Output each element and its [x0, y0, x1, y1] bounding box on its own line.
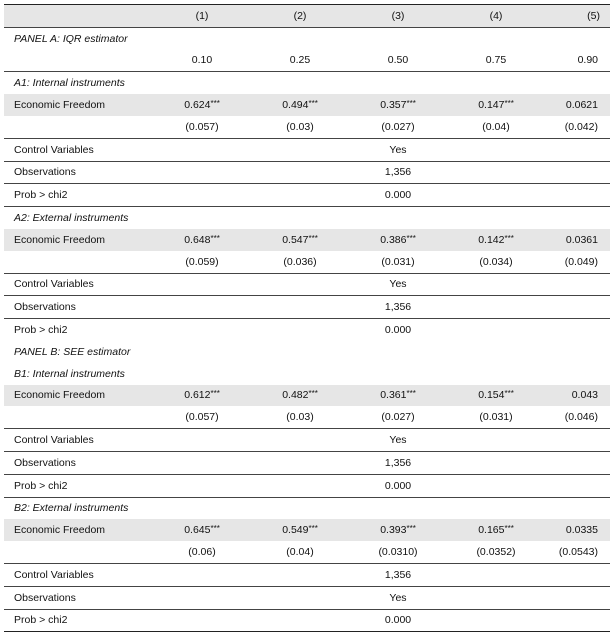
significance-stars: ***	[308, 233, 318, 243]
coef-cell	[156, 94, 248, 116]
row-label: Prob > chi2	[4, 609, 156, 632]
se-value: (0.04)	[444, 116, 548, 138]
row-label: Observations	[4, 296, 156, 319]
coef-value: 0.648	[184, 233, 211, 246]
header-blank-cell	[4, 5, 156, 28]
coef-value: 0.386	[380, 233, 407, 246]
significance-stars: ***	[210, 233, 220, 243]
se-value: (0.03)	[248, 116, 352, 138]
row-label: Control Variables	[4, 138, 156, 161]
obs-value: Yes	[352, 586, 444, 609]
prob-value: 0.000	[352, 609, 444, 632]
coef-value: 0.547	[282, 233, 309, 246]
coef-value: 0.624	[184, 99, 211, 112]
coef-cell	[248, 519, 352, 541]
coef-value: 0.142	[478, 233, 505, 246]
quantile-value: 0.10	[156, 50, 248, 72]
se-value: (0.057)	[156, 116, 248, 138]
significance-stars: ***	[210, 99, 220, 109]
coef-value: 0.0361	[565, 233, 598, 246]
prob-value: 0.000	[384, 324, 412, 337]
se-value: (0.057)	[156, 406, 248, 428]
b2-se-row	[4, 541, 610, 563]
significance-stars: ***	[308, 389, 318, 399]
a1-title: A1: Internal instruments	[14, 77, 125, 90]
b1-control-row	[4, 429, 610, 452]
obs-value: 1,356	[352, 451, 444, 474]
coef-cell	[248, 229, 352, 251]
row-label: Economic Freedom	[4, 519, 156, 541]
coef-cell	[444, 519, 548, 541]
row-label: Prob > chi2	[14, 324, 68, 337]
a2-title-row	[4, 207, 610, 229]
se-value: (0.036)	[248, 251, 352, 273]
coef-cell	[352, 385, 444, 407]
coef-cell	[248, 94, 352, 116]
row-label: Prob > chi2	[4, 184, 156, 207]
regression-results-table	[4, 4, 610, 632]
row-label: Control Variables	[4, 563, 156, 586]
quantile-value: 0.90	[548, 50, 610, 72]
panel-b-title: PANEL B: SEE estimator	[14, 345, 131, 358]
a1-coef-row	[4, 94, 610, 116]
a2-control-row	[4, 273, 610, 296]
column-header: (4)	[444, 5, 548, 28]
control-value: Yes	[352, 138, 444, 161]
significance-stars: ***	[504, 99, 514, 109]
coef-cell	[444, 385, 548, 407]
b1-obs-row	[4, 451, 610, 474]
row-label: Prob > chi2	[4, 474, 156, 497]
se-blank-cell	[4, 541, 156, 563]
panel-a-title-row	[4, 27, 610, 49]
a2-prob-row	[4, 319, 610, 341]
significance-stars: ***	[308, 524, 318, 534]
coef-value: 0.393	[380, 524, 407, 537]
significance-stars: ***	[406, 99, 416, 109]
se-value: (0.046)	[548, 406, 610, 428]
coef-cell	[352, 229, 444, 251]
significance-stars: ***	[504, 524, 514, 534]
row-label: Observations	[4, 161, 156, 184]
coef-value: 0.357	[380, 99, 407, 112]
se-blank-cell	[4, 406, 156, 428]
coef-value: 0.645	[184, 524, 211, 537]
coef-value: 0.0621	[565, 99, 598, 112]
significance-stars: ***	[406, 233, 416, 243]
coef-value: 0.154	[478, 389, 505, 402]
column-header: (3)	[352, 5, 444, 28]
se-value: (0.042)	[548, 116, 610, 138]
column-header: (2)	[248, 5, 352, 28]
coef-cell	[248, 385, 352, 407]
b2-title-row	[4, 497, 610, 519]
se-value: (0.031)	[444, 406, 548, 428]
a1-se-row	[4, 116, 610, 138]
b2-coef-row	[4, 519, 610, 541]
quantile-value: 0.25	[248, 50, 352, 72]
b2-title: B2: External instruments	[14, 502, 129, 515]
coef-cell	[156, 519, 248, 541]
a1-obs-row	[4, 161, 610, 184]
panel-a-title: PANEL A: IQR estimator	[14, 32, 128, 45]
a1-prob-row	[4, 184, 610, 207]
b2-control-row	[4, 563, 610, 586]
se-blank-cell	[4, 116, 156, 138]
b1-title-row	[4, 363, 610, 385]
control-value: Yes	[352, 273, 444, 296]
control-value: Yes	[352, 429, 444, 452]
a1-title-row	[4, 72, 610, 94]
coef-cell	[444, 229, 548, 251]
coef-cell	[548, 94, 610, 116]
significance-stars: ***	[406, 524, 416, 534]
quantile-blank-cell	[4, 50, 156, 72]
row-label: Economic Freedom	[4, 94, 156, 116]
coef-cell	[352, 94, 444, 116]
prob-value: 0.000	[352, 474, 444, 497]
coef-cell	[156, 385, 248, 407]
coef-value: 0.361	[380, 389, 407, 402]
se-value: (0.0543)	[548, 541, 610, 563]
significance-stars: ***	[210, 524, 220, 534]
se-value: (0.059)	[156, 251, 248, 273]
se-value: (0.049)	[548, 251, 610, 273]
coef-cell	[156, 229, 248, 251]
b2-prob-row	[4, 609, 610, 632]
quantile-row	[4, 50, 610, 72]
coef-cell	[548, 385, 610, 407]
significance-stars: ***	[210, 389, 220, 399]
row-label: Control Variables	[4, 273, 156, 296]
obs-value: 1,356	[352, 296, 444, 319]
se-blank-cell	[4, 251, 156, 273]
coef-value: 0.549	[282, 524, 309, 537]
b1-se-row	[4, 406, 610, 428]
coef-cell	[352, 519, 444, 541]
b2-obs-row	[4, 586, 610, 609]
control-value: 1,356	[352, 563, 444, 586]
prob-value: 0.000	[352, 184, 444, 207]
coef-value: 0.0335	[565, 524, 598, 537]
row-label: Economic Freedom	[4, 229, 156, 251]
quantile-value: 0.50	[352, 50, 444, 72]
coef-cell	[444, 94, 548, 116]
b1-coef-row	[4, 385, 610, 407]
results-table-container	[4, 4, 610, 632]
coef-value: 0.147	[478, 99, 505, 112]
se-value: (0.027)	[352, 116, 444, 138]
obs-value: 1,356	[352, 161, 444, 184]
significance-stars: ***	[504, 233, 514, 243]
a2-se-row	[4, 251, 610, 273]
coef-value: 0.043	[571, 389, 598, 402]
se-value: (0.027)	[352, 406, 444, 428]
coef-value: 0.494	[282, 99, 309, 112]
se-value: (0.034)	[444, 251, 548, 273]
coef-value: 0.165	[478, 524, 505, 537]
coef-value: 0.612	[184, 389, 211, 402]
column-header: (1)	[156, 5, 248, 28]
row-label: Observations	[4, 586, 156, 609]
significance-stars: ***	[504, 389, 514, 399]
se-value: (0.04)	[248, 541, 352, 563]
a2-coef-row	[4, 229, 610, 251]
a2-obs-row	[4, 296, 610, 319]
a2-title: A2: External instruments	[14, 212, 129, 225]
coef-value: 0.482	[282, 389, 309, 402]
a1-control-row	[4, 138, 610, 161]
row-label: Observations	[4, 451, 156, 474]
b1-prob-row	[4, 474, 610, 497]
coef-cell	[548, 519, 610, 541]
significance-stars: ***	[308, 99, 318, 109]
se-value: (0.031)	[352, 251, 444, 273]
se-value: (0.03)	[248, 406, 352, 428]
row-label: Control Variables	[4, 429, 156, 452]
se-value: (0.0310)	[352, 541, 444, 563]
row-label: Economic Freedom	[4, 385, 156, 407]
quantile-value: 0.75	[444, 50, 548, 72]
column-header: (5)	[548, 5, 610, 28]
panel-b-title-row	[4, 341, 610, 363]
se-value: (0.0352)	[444, 541, 548, 563]
column-header-row	[4, 5, 610, 28]
coef-cell	[548, 229, 610, 251]
significance-stars: ***	[406, 389, 416, 399]
se-value: (0.06)	[156, 541, 248, 563]
b1-title: B1: Internal instruments	[14, 367, 125, 380]
